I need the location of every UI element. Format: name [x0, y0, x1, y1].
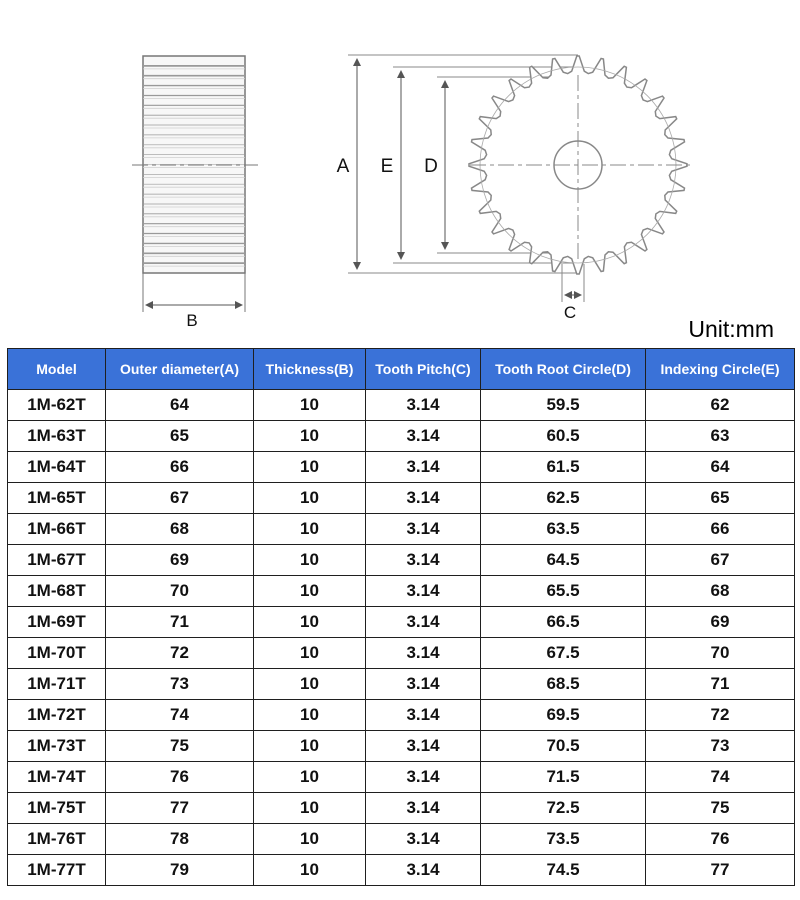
table-cell: 76: [106, 762, 254, 793]
table-cell: 3.14: [366, 793, 481, 824]
table-cell: 3.14: [366, 514, 481, 545]
table-cell: 77: [646, 855, 795, 886]
table-row: [8, 669, 795, 700]
table-cell: 10: [254, 793, 366, 824]
table-cell: 10: [254, 824, 366, 855]
table-cell: 3.14: [366, 669, 481, 700]
table-cell: 78: [106, 824, 254, 855]
table-row: [8, 483, 795, 514]
table-cell: 1M-62T: [8, 390, 106, 421]
table-cell: 68: [106, 514, 254, 545]
c-label: C: [563, 303, 577, 322]
table-cell: 10: [254, 421, 366, 452]
table-cell: 1M-74T: [8, 762, 106, 793]
table-body: [8, 390, 795, 886]
table-cell: 10: [254, 731, 366, 762]
column-header: Outer diameter(A): [106, 349, 254, 390]
table-cell: 3.14: [366, 731, 481, 762]
table-row: [8, 762, 795, 793]
b-label: B: [186, 311, 198, 330]
table-cell: 73: [646, 731, 795, 762]
table-cell: 66.5: [481, 607, 646, 638]
d-label: D: [424, 156, 438, 177]
table-cell: 70: [106, 576, 254, 607]
table-row: [8, 514, 795, 545]
table-cell: 10: [254, 576, 366, 607]
e-label: E: [380, 156, 394, 177]
table-cell: 10: [254, 669, 366, 700]
table-cell: 10: [254, 390, 366, 421]
table-cell: 66: [646, 514, 795, 545]
table-cell: 66: [106, 452, 254, 483]
table-cell: 63: [646, 421, 795, 452]
table-cell: 62.5: [481, 483, 646, 514]
table-cell: 64: [646, 452, 795, 483]
table-row: [8, 576, 795, 607]
table-cell: 73.5: [481, 824, 646, 855]
table-cell: 10: [254, 700, 366, 731]
table-cell: 3.14: [366, 762, 481, 793]
unit-label: Unit:mm: [688, 316, 774, 342]
table-cell: 3.14: [366, 576, 481, 607]
table-cell: 3.14: [366, 607, 481, 638]
table-cell: 1M-71T: [8, 669, 106, 700]
table-row: [8, 421, 795, 452]
table-cell: 64: [106, 390, 254, 421]
table-cell: 3.14: [366, 638, 481, 669]
table-cell: 67: [106, 483, 254, 514]
table-cell: 69: [106, 545, 254, 576]
table-row: [8, 607, 795, 638]
table-row: [8, 452, 795, 483]
table-cell: 69.5: [481, 700, 646, 731]
column-header: Indexing Circle(E): [646, 349, 795, 390]
table-cell: 77: [106, 793, 254, 824]
table-cell: 63.5: [481, 514, 646, 545]
table-cell: 67: [646, 545, 795, 576]
table-cell: 10: [254, 514, 366, 545]
table-cell: 76: [646, 824, 795, 855]
column-header: Tooth Pitch(C): [366, 349, 481, 390]
table-row: [8, 855, 795, 886]
table-cell: 65: [646, 483, 795, 514]
table-cell: 1M-77T: [8, 855, 106, 886]
table-cell: 69: [646, 607, 795, 638]
table-row: [8, 638, 795, 669]
table-cell: 62: [646, 390, 795, 421]
table-cell: 70: [646, 638, 795, 669]
table-cell: 71: [646, 669, 795, 700]
table-cell: 64.5: [481, 545, 646, 576]
table-cell: 74: [106, 700, 254, 731]
table-cell: 10: [254, 545, 366, 576]
table-cell: 65: [106, 421, 254, 452]
table-cell: 1M-76T: [8, 824, 106, 855]
table-cell: 71.5: [481, 762, 646, 793]
table-cell: 79: [106, 855, 254, 886]
table-cell: 3.14: [366, 390, 481, 421]
specification-table: [7, 348, 795, 886]
table-cell: 73: [106, 669, 254, 700]
table-cell: 70.5: [481, 731, 646, 762]
table-cell: 3.14: [366, 452, 481, 483]
table-row: [8, 731, 795, 762]
table-cell: 65.5: [481, 576, 646, 607]
table-cell: 1M-63T: [8, 421, 106, 452]
table-cell: 74.5: [481, 855, 646, 886]
table-row: [8, 390, 795, 421]
table-cell: 3.14: [366, 421, 481, 452]
table-cell: 1M-73T: [8, 731, 106, 762]
table-cell: 10: [254, 638, 366, 669]
table-cell: 68.5: [481, 669, 646, 700]
table-cell: 10: [254, 607, 366, 638]
table-cell: 75: [106, 731, 254, 762]
table-cell: 10: [254, 452, 366, 483]
table-cell: 1M-64T: [8, 452, 106, 483]
a-label: A: [336, 156, 350, 177]
column-header: Tooth Root Circle(D): [481, 349, 646, 390]
table-cell: 60.5: [481, 421, 646, 452]
table-cell: 72: [646, 700, 795, 731]
table-cell: 67.5: [481, 638, 646, 669]
table-cell: 1M-75T: [8, 793, 106, 824]
table-row: [8, 545, 795, 576]
table-cell: 10: [254, 855, 366, 886]
table-cell: 71: [106, 607, 254, 638]
table-cell: 1M-68T: [8, 576, 106, 607]
table-cell: 1M-66T: [8, 514, 106, 545]
table-row: [8, 824, 795, 855]
table-cell: 10: [254, 762, 366, 793]
table-cell: 3.14: [366, 700, 481, 731]
table-cell: 75: [646, 793, 795, 824]
table-row: [8, 793, 795, 824]
side-view: [132, 56, 258, 330]
table-row: [8, 700, 795, 731]
column-header: Model: [8, 349, 106, 390]
table-cell: 10: [254, 483, 366, 514]
table-cell: 72.5: [481, 793, 646, 824]
table-cell: 3.14: [366, 824, 481, 855]
pulley-technical-drawing: [0, 0, 800, 345]
table-cell: 1M-72T: [8, 700, 106, 731]
table-cell: 61.5: [481, 452, 646, 483]
table-header-row: [8, 349, 795, 390]
table-cell: 1M-70T: [8, 638, 106, 669]
table-cell: 68: [646, 576, 795, 607]
table-cell: 1M-69T: [8, 607, 106, 638]
table-cell: 1M-65T: [8, 483, 106, 514]
table-cell: 59.5: [481, 390, 646, 421]
table-cell: 3.14: [366, 855, 481, 886]
front-view: [333, 55, 690, 322]
table-cell: 74: [646, 762, 795, 793]
table-cell: 72: [106, 638, 254, 669]
table-cell: 1M-67T: [8, 545, 106, 576]
table-cell: 3.14: [366, 483, 481, 514]
table-cell: 3.14: [366, 545, 481, 576]
column-header: Thickness(B): [254, 349, 366, 390]
